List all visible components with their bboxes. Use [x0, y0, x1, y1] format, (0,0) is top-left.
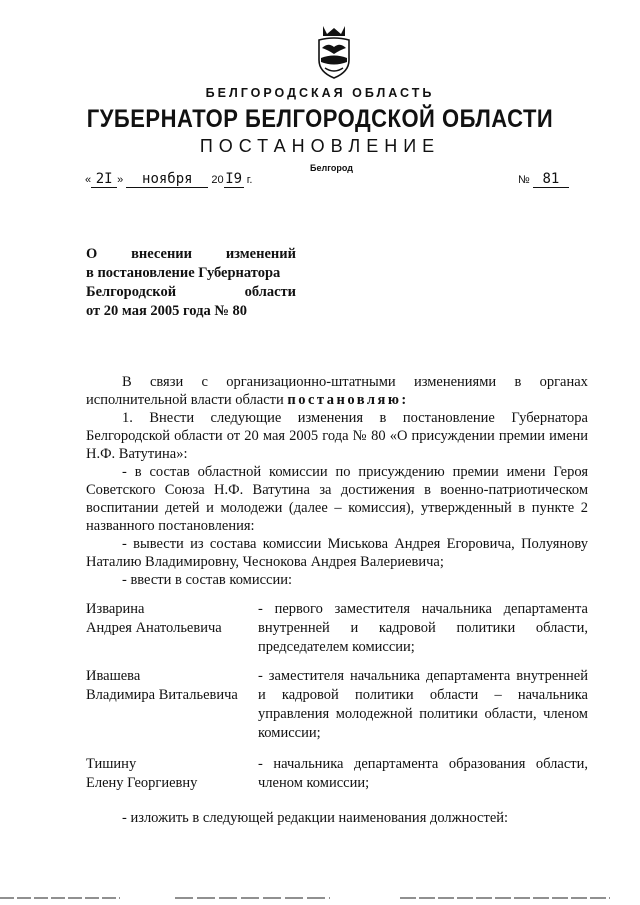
member-name — [86, 667, 256, 705]
date-close-quote: » — [117, 174, 124, 186]
number-label: № — [518, 174, 530, 186]
date-year-prefix: 20 — [211, 174, 224, 186]
text-word: органах — [539, 374, 588, 390]
footer-scan-marks — [0, 892, 640, 904]
commission-paragraph: - в состав областной комиссии по присуждению премии имени Героя Советского Союза Н.Ф. Ватутина за достижения в военно-патриотическом воспитании детей и молодежи (далее – комиссия), утвержденный в пункте 2 названного постановления: — [86, 464, 588, 534]
date-year-unit: г. — [246, 174, 253, 186]
text-word: В — [122, 374, 132, 390]
title-line: в постановление Губернатора — [86, 265, 281, 281]
title-word: Белгородской — [86, 284, 177, 300]
governor-title: ГУБЕРНАТОР БЕЛГОРОДСКОЙ ОБЛАСТИ — [86, 104, 554, 133]
member-given-names: Андрея Анатольевича — [86, 620, 222, 636]
date-month: ноября — [126, 171, 208, 188]
text-word: в — [514, 374, 522, 390]
title-line: от 20 мая 2005 года № 80 — [86, 303, 248, 319]
text-word: связи — [149, 374, 184, 390]
member-name — [86, 755, 256, 793]
member-surname: Ивашева — [86, 668, 141, 684]
decree-number — [518, 171, 569, 188]
decree-date — [85, 171, 252, 188]
member-position: - первого заместителя начальника департамента внутренней и кадровой политики области, председателем комиссии; — [258, 601, 588, 655]
text-fragment: исполнительной власти области — [86, 392, 284, 408]
member-surname: Тишину — [86, 756, 137, 772]
title-word: области — [244, 284, 296, 300]
item-1-paragraph: 1. Внести следующие изменения в постановление Губернатора Белгородской области от 20 мая 2005 года № 80 «О присуждении премии имени Н.Ф. Ватутина»: — [86, 410, 588, 462]
document-type: ПОСТАНОВЛЕНИЕ — [199, 136, 441, 156]
date-open-quote: « — [85, 174, 92, 186]
member-surname: Изварина — [86, 601, 145, 617]
member-name — [86, 600, 256, 638]
member-position: - заместителя начальника департамента внутренней и кадровой политики области – начальника управления молодежной политики области, членом комиссии; — [258, 668, 588, 741]
remove-members-paragraph: - вывести из состава комиссии Миськова Андрея Егоровича, Полуянову Наталию Владимировну, Чеснокова Андрея Валериевича; — [86, 536, 588, 570]
city-name: Белгород — [310, 163, 353, 173]
region-name: БЕЛГОРОДСКАЯ ОБЛАСТЬ — [205, 86, 435, 100]
coat-of-arms-emblem — [313, 22, 355, 80]
rename-positions-paragraph: - изложить в следующей редакции наименования должностей: — [122, 810, 509, 826]
title-word: О — [86, 246, 98, 262]
text-word: изменениями — [413, 374, 497, 390]
text-word: с — [201, 374, 208, 390]
member-position: - начальника департамента образования области, членом комиссии; — [258, 756, 588, 791]
title-word: изменений — [225, 246, 296, 262]
number-value: 81 — [533, 171, 569, 188]
decree-title — [86, 245, 296, 321]
preamble-paragraph — [86, 373, 588, 409]
add-members-paragraph: - ввести в состав комиссии: — [122, 572, 293, 588]
title-word: внесении — [131, 246, 193, 262]
date-day: 2I — [91, 171, 117, 188]
member-given-names: Елену Георгиевну — [86, 775, 198, 791]
date-year-suffix: I9 — [225, 171, 243, 187]
text-word: организационно-штатными — [226, 374, 396, 390]
member-given-names: Владимира Витальевича — [86, 687, 238, 703]
resolve-keyword: постановляю: — [287, 392, 409, 408]
